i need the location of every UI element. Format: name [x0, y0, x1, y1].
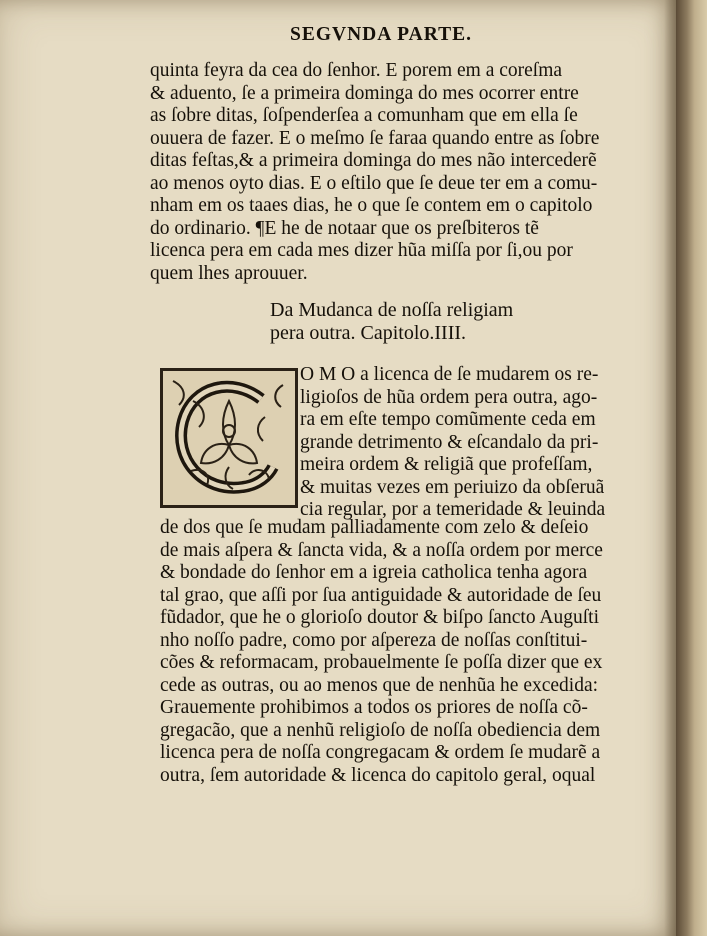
text-line: ra em eſte tempo comũmente ceda em [300, 409, 596, 430]
text-line: licenca pera de noſſa congregacam & ordem ſe mudarẽ a [160, 742, 601, 763]
chapter-heading [270, 298, 513, 343]
text-line: O M O a licenca de ſe mudarem os re- [300, 364, 599, 385]
text-line: & muitas vezes em periuizo da obſeruã [300, 476, 605, 498]
text-line: cia regular, por a temeridade & leuinda [300, 499, 606, 520]
heading-line: Da Mudanca de noſſa religiam [270, 299, 514, 321]
text-line: grande detrimento & eſcandalo da pri- [300, 431, 599, 453]
text-line: ditas feſtas,& a primeira dominga do mes não intercederẽ [150, 150, 597, 171]
text-line: cões & reformacam, probauelmente ſe poſſa dizer que ex [160, 652, 603, 673]
text-line: ouuera de fazer. E o meſmo ſe faraa quando entre as ſobre [150, 127, 600, 149]
text-line: ligioſos de hũa ordem pera outra, ago- [300, 386, 598, 408]
text-line: de dos que ſe mudam palliadamente com zelo & deſeio [160, 517, 589, 538]
heading-line: pera outra. Capitolo.IIII. [270, 321, 467, 344]
text-line: licenca pera em cada mes dizer hũa miſſa por ſi,ou por [150, 240, 573, 261]
decorated-initial-c [160, 368, 298, 508]
text-line: as ſobre ditas, ſoſpenderſea a comunham que em ella ſe [150, 105, 578, 126]
text-line: & aduento, ſe a primeira dominga do mes ocorrer entre [150, 82, 579, 104]
text-line: nham em os taaes dias, he o que ſe contem em o capitolo [150, 195, 593, 216]
page-edge [676, 0, 707, 936]
paragraph-1 [150, 60, 599, 285]
text-line: cede as outras, ou ao menos que de nenhũa he excedida: [160, 674, 599, 696]
text-line: tal grao, que aſſi por ſua antiguidade & autoridade de ſeu [160, 584, 602, 606]
text-line: quem lhes aprouuer. [150, 262, 308, 284]
text-line: gregacão, que a nenhũ religioſo de noſſa obediencia dem [160, 719, 601, 741]
ornament-icon [163, 371, 295, 505]
text-line: fũdador, que he o glorioſo doutor & biſpo ſancto Auguſti [160, 607, 599, 628]
text-line: nho noſſo padre, como por aſpereza de noſſas conſtitui- [160, 629, 588, 651]
text-line: Grauemente prohibimos a todos os priores de noſſa cõ- [160, 697, 588, 718]
text-line: meira ordem & religiã que profeſſam, [300, 454, 593, 475]
paragraph-2-full [160, 517, 603, 787]
text-line: outra, ſem autoridade & licenca do capitolo geral, oqual [160, 764, 596, 786]
text-line: & bondade do ſenhor em a igreia catholica tenha agora [160, 562, 588, 583]
running-head: SEGVNDA PARTE. [290, 24, 472, 45]
text-line: de mais aſpera & ſancta vida, & a noſſa ordem por merce [160, 539, 603, 561]
text-line: quinta feyra da cea do ſenhor. E porem em a coreſma [150, 60, 563, 81]
paragraph-2-indented [300, 364, 605, 522]
text-line: do ordinario. ¶E he de notaar que os preſbiteros tẽ [150, 217, 539, 239]
text-line: ao menos oyto dias. E o eſtilo que ſe deue ter em a comu- [150, 172, 598, 194]
